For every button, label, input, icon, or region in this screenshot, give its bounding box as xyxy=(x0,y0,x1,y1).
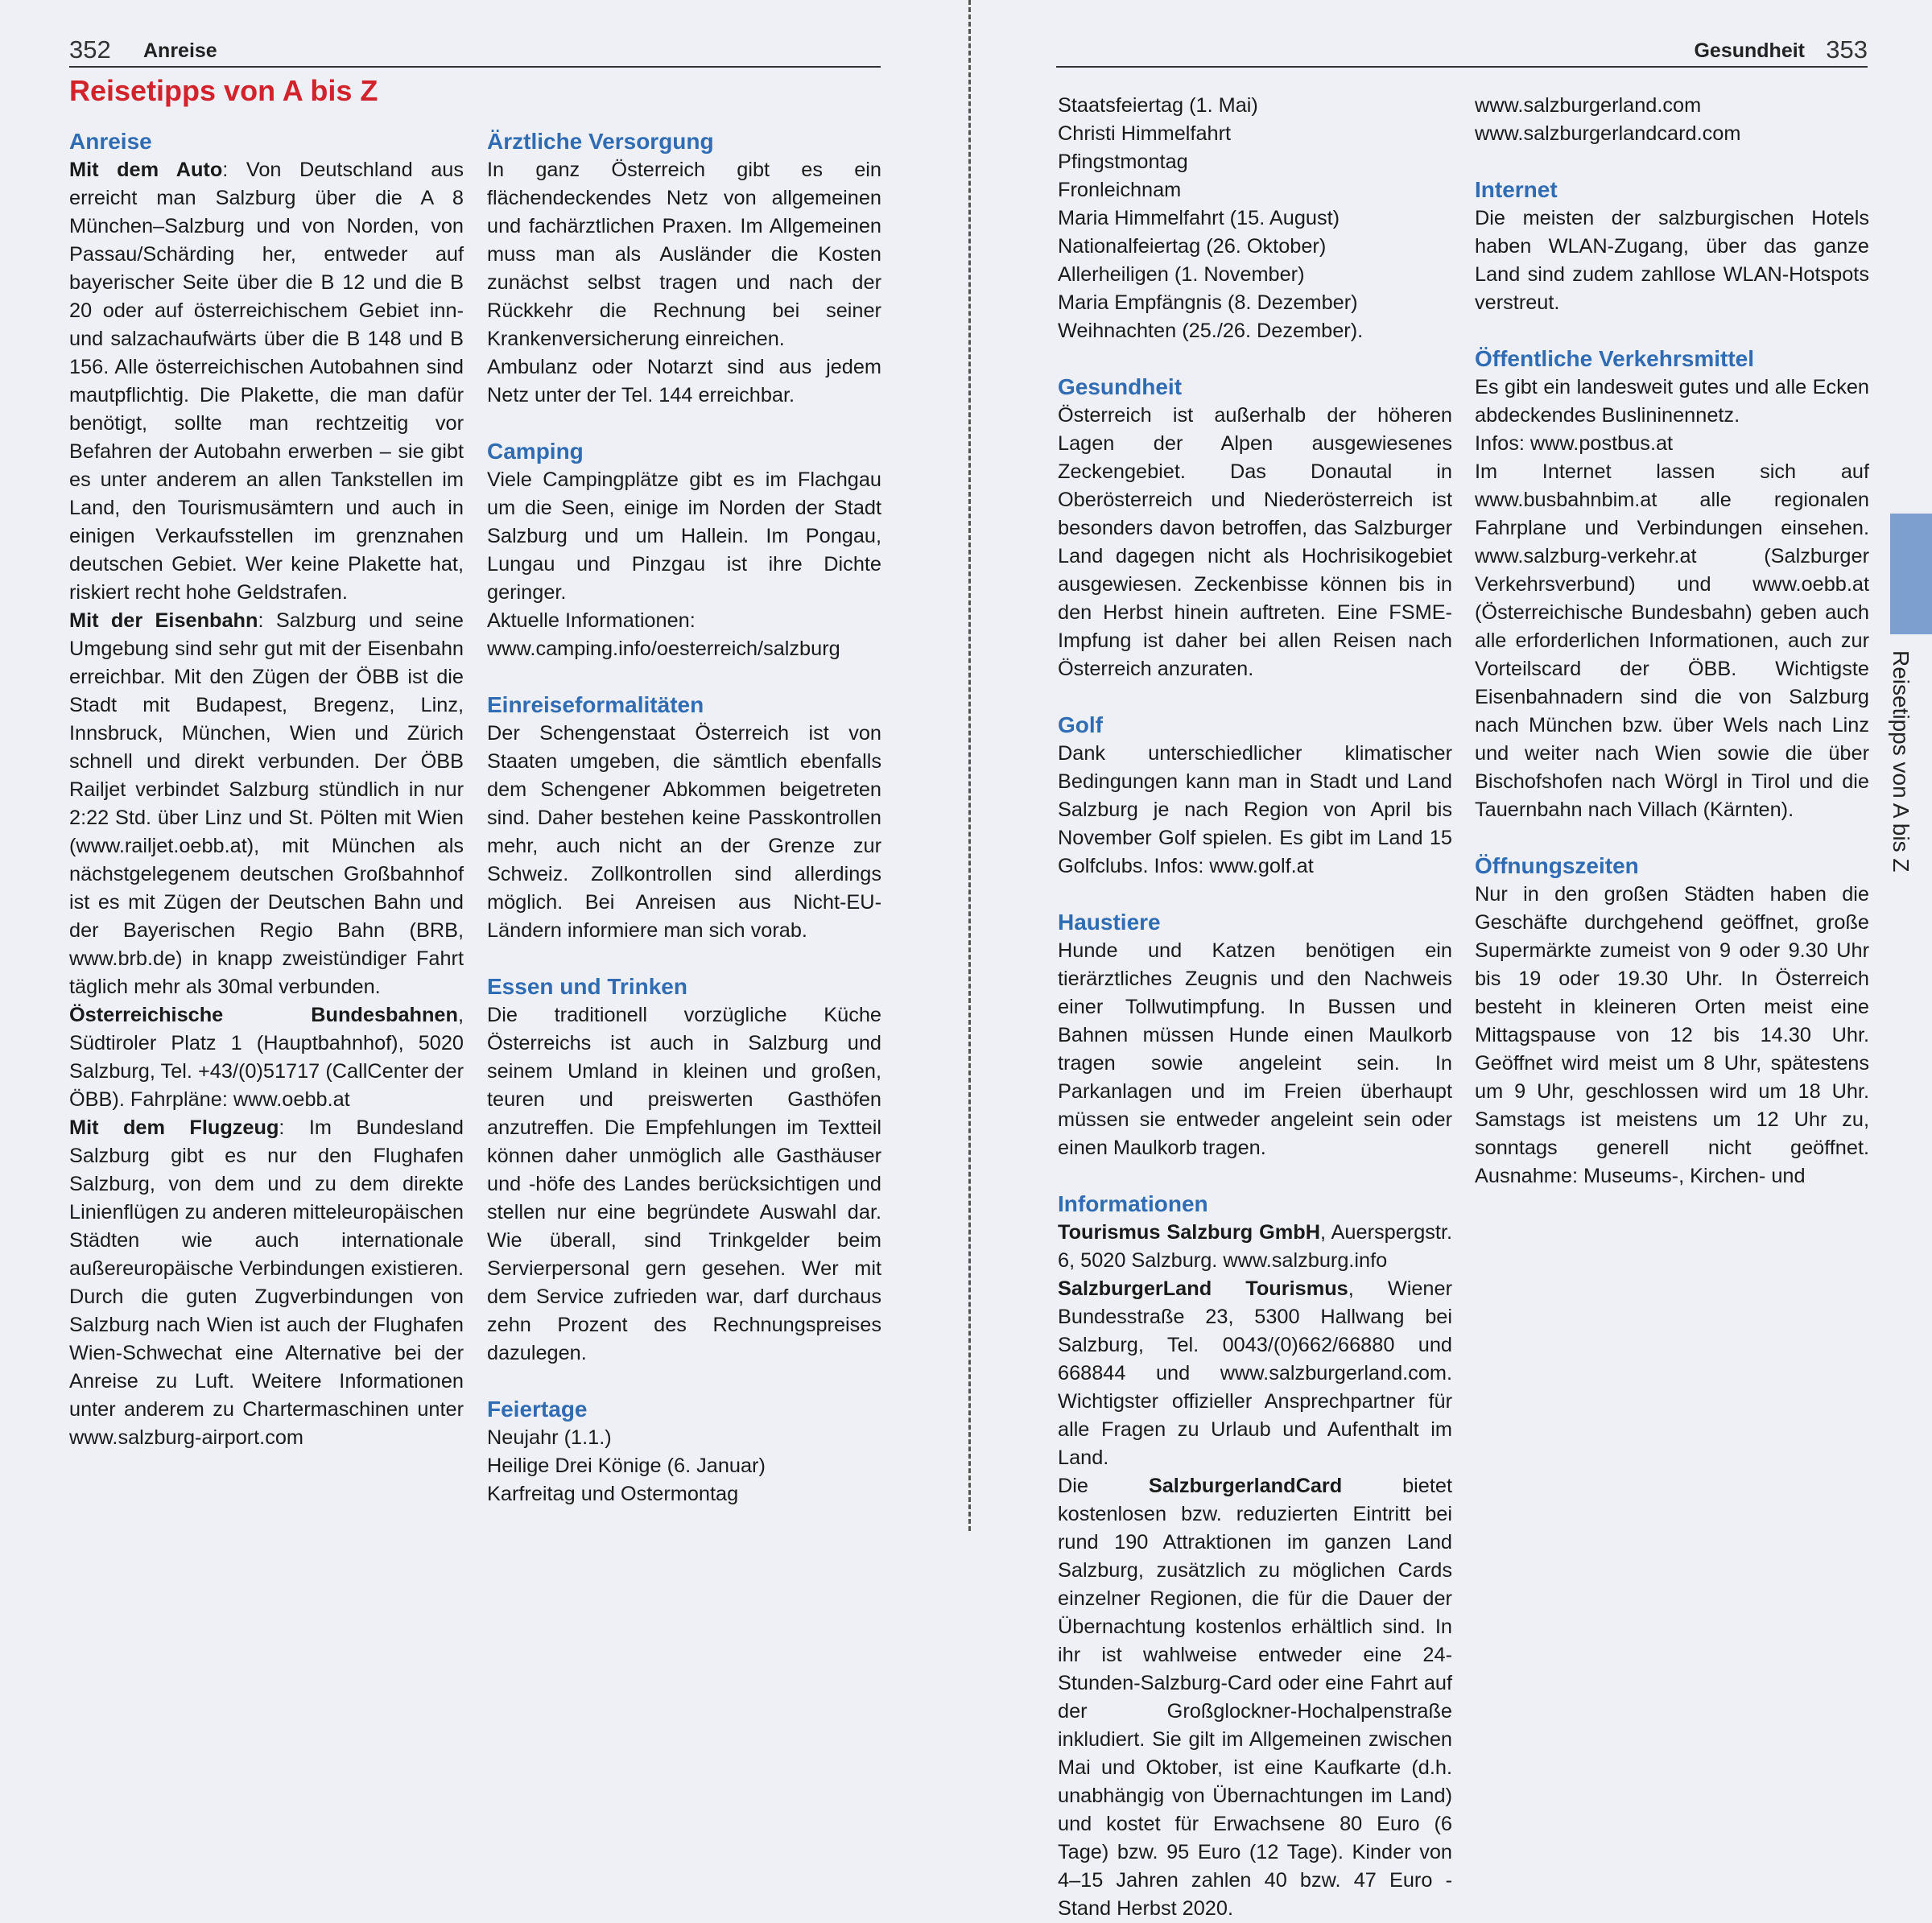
paragraph-auto xyxy=(69,156,464,607)
paragraph-text: , Wiener Bundesstraße 23, 5300 Hallwang bei Salzburg, Tel. 0043/(0)662/66880 und 668844 und www.salzburgerland.com. Wichtigster offizieller Ansprechpartner für alle Fragen zu Urlaub und Aufenthalt im Land. xyxy=(1058,1277,1452,1469)
paragraph-text: bietet kostenlosen bzw. reduzierten Eintritt bei rund 190 Attraktionen im ganzen Land Salzburg, zusätzlich zu möglichen Cards einzelner Regionen, die für die Dauer der Übernachtung kostenlos erhältlich sind. In ihr ist wahlweise entweder eine 24-Stunden-Salzburg-Card oder eine Fahrt auf der Großglockner-Hochalpenstraße inkludiert. Sie gilt im Allgemeinen zwischen Mai und Oktober, ist eine Kaufkarte (d.h. unabhängig von Übernachtungen im Land) und kostet für Erwachsene 80 Euro (6 Tage) bzw. 95 Euro (12 Tage). Kinder von 4–15 Jahren zahlen 40 bzw. 47 Euro - Stand Herbst 2020. xyxy=(1058,1475,1452,1920)
paragraph-flug xyxy=(69,1114,464,1452)
paragraph-text: : Salzburg und seine Umgebung sind sehr gut mit der Eisenbahn erreichbar. Mit den Zügen der ÖBB ist die Stadt mit Budapest, Bregenz, Linz, Innsbruck, München, Wien und Zürich schnell und direkt verbunden. Der ÖBB Railjet verbindet Salzburg stündlich in nur 2:22 Std. über Linz und St. Pölten mit Wien (www.railjet.oebb.at), mit München als nächstgelegenem deutschen Großbahnhof ist es mit Zügen der Deutschen Bahn und der Bayerischen Regio Bahn (BRB, www.brb.de) in knapp zweistündiger Fahrt täglich mehr als 30mal verbunden. xyxy=(69,609,464,998)
section-feiertage xyxy=(487,1395,881,1508)
paragraph-bahn xyxy=(69,607,464,1001)
lead-term: Mit dem Auto xyxy=(69,159,223,181)
section-gesundheit xyxy=(1058,373,1452,683)
section-einreiseformalitaeten xyxy=(487,691,881,945)
paragraph xyxy=(1058,1275,1452,1472)
paragraph: Dank unterschiedlicher klimatischer Bedingungen kann man in Stadt und Land Salzburg je nach Region von April bis November Golf spielen. Es gibt im Land 15 Golfclubs. Infos: www.golf.at xyxy=(1058,742,1452,877)
section-heading: Öffnungszeiten xyxy=(1475,853,1639,878)
section-heading: Öffentliche Verkehrsmittel xyxy=(1475,346,1755,371)
holiday-line: Nationalfeiertag (26. Oktober) xyxy=(1058,235,1327,258)
left-page xyxy=(0,0,966,1531)
lead-term: Österreichische Bundesbahnen xyxy=(69,1004,458,1026)
holiday-line: Pfingstmontag xyxy=(1058,151,1188,173)
paragraph-text: : Von Deutschland aus erreicht man Salzburg über die A 8 München–Salzburg und von Norden, von Passau/Schärding her, entweder auf bayerischer Seite über die B 12 und die B 20 oder auf österreichischem Gebiet inn- und salzachaufwärts über die B 148 und B 156. Alle österreichischen Autobahnen sind mautpflichtig. Die Plakette, die man dafür benötigt, sollte man rechtzeitig vor Befahren der Autobahn erwerben – sie gibt es unter anderem an allen Tankstellen im Land, den Tourismusämtern und auch in einigen Verkaufsstellen im grenznahen deutschen Gebiet. Wer keine Plakette hat, riskiert recht hohe Geldstrafen. xyxy=(69,159,464,604)
section-essen-und-trinken xyxy=(487,972,881,1368)
lead-term: Mit dem Flugzeug xyxy=(69,1116,279,1139)
page-number-left: 352 xyxy=(69,35,111,64)
section-heading: Einreiseformalitäten xyxy=(487,692,704,717)
paragraph: In ganz Österreich gibt es ein flächendeckendes Netz von allgemeinen und fachärztlichen Praxen. Im Allgemeinen muss man als Ausländer die Kosten zunächst selbst tragen und nach der Rückkehr die Rechnung bei seiner Krankenversicherung einreichen. xyxy=(487,159,881,350)
chapter-thumb-tab xyxy=(1890,514,1932,634)
running-header-right xyxy=(1056,35,1868,68)
url-line: www.salzburgerlandcard.com xyxy=(1475,122,1741,145)
paragraph: Infos: www.postbus.at xyxy=(1475,432,1674,455)
paragraph: Die meisten der salzburgischen Hotels haben WLAN-Zugang, über das ganze Land sind zudem zahllose WLAN-Hotspots verstreut. xyxy=(1475,207,1869,314)
holiday-line: Karfreitag und Ostermontag xyxy=(487,1483,739,1505)
section-anreise xyxy=(69,127,464,1452)
paragraph: Ambulanz oder Notarzt sind aus jedem Netz unter der Tel. 144 erreichbar. xyxy=(487,356,881,406)
section-heading: Essen und Trinken xyxy=(487,974,687,999)
paragraph xyxy=(1058,1219,1452,1275)
paragraph: Es gibt ein landesweit gutes und alle Ecken abdeckendes Buslininennetz. xyxy=(1475,376,1869,427)
section-heading: Camping xyxy=(487,439,584,464)
section-heading: Anreise xyxy=(69,129,152,154)
holiday-line: Maria Himmelfahrt (15. August) xyxy=(1058,207,1340,229)
side-chapter-label: Reisetipps von A bis Z xyxy=(1889,650,1913,873)
holiday-line: Christi Himmelfahrt xyxy=(1058,122,1232,145)
url-line: www.salzburgerland.com xyxy=(1475,94,1702,117)
lead-term: SalzburgerlandCard xyxy=(1148,1475,1343,1497)
paragraph: Österreich ist außerhalb der höheren Lagen der Alpen ausgewiesenes Zeckengebiet. Das Donautal in Oberösterreich und Niederösterreich ist besonders davon betroffen, das Salzburger Land dagegen nicht als Hochrisikogebiet ausgewiesen. Zeckenbisse können bis in den Herbst hinein auftreten. Eine FSME-Impfung ist daher bei allen Reisen nach Österreich anzuraten. xyxy=(1058,404,1452,680)
paragraph: Viele Campingplätze gibt es im Flachgau um die Seen, einige im Norden der Stadt Salzburg und um Hallein. Im Pongau, Lungau und Pinzgau ist ihre Dichte geringer. xyxy=(487,468,881,604)
paragraph: Aktuelle Informationen: xyxy=(487,609,696,632)
section-heading: Informationen xyxy=(1058,1191,1208,1216)
section-heading: Haustiere xyxy=(1058,910,1161,935)
section-heading: Ärztliche Versorgung xyxy=(487,129,714,154)
holiday-list xyxy=(487,1424,881,1508)
column-left-1 xyxy=(69,127,464,1452)
page-gutter-divider xyxy=(968,0,971,1531)
running-title-right: Gesundheit xyxy=(1694,39,1805,62)
paragraph: Die traditionell vorzügliche Küche Österreichs ist auch in Salzburg und seinem Umland in kleinen und großen, teuren und preiswerten Gasthöfen anzutreffen. Die Empfehlungen im Textteil können daher unmöglich alle Gasthäuser und -höfe des Landes berücksichtigen und stellen nur eine begründete Auswahl dar. Wie überall, sind Trinkgelder beim Servierpersonal gern gesehen. Wer mit dem Service zufrieden war, darf durchaus zehn Prozent des Rechnungspreises dazulegen. xyxy=(487,1004,881,1364)
section-internet xyxy=(1475,175,1869,317)
section-informationen xyxy=(1058,1190,1452,1923)
paragraph: Im Internet lassen sich auf www.busbahnbim.at alle regionalen Fahrplane und Verbindungen einsehen. www.salzburg-verkehr.at (Salzburger Verkehrsverbund) und www.oebb.at (Österreichische Bundesbahn) geben auch alle erforderlichen Informationen, auch zur Vorteilscard der ÖBB. Wichtigste Eisenbahnadern sind die von Salzburg nach München bzw. über Wels nach Linz und weiter nach Wien sowie die über Bischofshofen nach Wörgl in Tirol und die Tauernbahn nach Villach (Kärnten). xyxy=(1475,460,1869,821)
paragraph xyxy=(1058,1472,1452,1923)
section-heading: Gesundheit xyxy=(1058,374,1183,399)
holiday-line: Heilige Drei Könige (6. Januar) xyxy=(487,1455,766,1477)
lead-term: Mit der Eisenbahn xyxy=(69,609,258,632)
section-heading: Feiertage xyxy=(487,1397,588,1422)
paragraph: www.camping.info/oesterreich/salzburg xyxy=(487,638,840,660)
paragraph-text: : Im Bundesland Salzburg gibt es nur den Flughafen Salzburg, von dem und zu dem direkte Linienflügen zu anderen mitteleuropäischen Städten wie auch internationale außereuropäische Verbindungen existieren. Durch die guten Zugverbindungen von Salzburg nach Wien ist auch der Flughafen Wien-Schwechat eine Alternative bei der Anreise zu Luft. Weitere Informationen unter anderem zu Chartermaschinen unter www.salzburg-airport.com xyxy=(69,1116,464,1449)
section-informationen-continued xyxy=(1475,92,1869,148)
section-camping xyxy=(487,437,881,663)
section-heading: Internet xyxy=(1475,177,1558,202)
holiday-line: Allerheiligen (1. November) xyxy=(1058,263,1305,286)
section-feiertage-continued xyxy=(1058,92,1452,345)
running-header-left xyxy=(69,35,881,68)
page-number-right: 353 xyxy=(1826,35,1868,64)
paragraph-text: , Südtiroler Platz 1 (Hauptbahnhof), 5020 Salzburg, Tel. +43/(0)51717 (CallCenter der ÖBB). Fahrpläne: www.oebb.at xyxy=(69,1004,464,1111)
holiday-line: Staatsfeiertag (1. Mai) xyxy=(1058,94,1258,117)
section-oeffnungszeiten xyxy=(1475,852,1869,1191)
paragraph: Hunde und Katzen benötigen ein tierärztliches Zeugnis und den Nachweis einer Tollwutimpfung. In Bussen und Bahnen müssen Hunde einen Maulkorb tragen sowie angeleint sein. In Parkanlagen und im Freien überhaupt müssen sie entweder angeleint sein oder einen Maulkorb tragen. xyxy=(1058,939,1452,1159)
section-aerztliche-versorgung xyxy=(487,127,881,410)
section-golf xyxy=(1058,711,1452,881)
section-heading: Golf xyxy=(1058,712,1103,737)
section-haustiere xyxy=(1058,908,1452,1162)
paragraph-oebb xyxy=(69,1001,464,1114)
section-oeffentliche-verkehrsmittel xyxy=(1475,345,1869,824)
holiday-line: Weihnachten (25./26. Dezember). xyxy=(1058,320,1364,342)
lead-term: SalzburgerLand Tourismus xyxy=(1058,1277,1348,1300)
lead-term: Tourismus Salzburg GmbH xyxy=(1058,1221,1320,1244)
column-right-1 xyxy=(1058,92,1452,1923)
holiday-line: Neujahr (1.1.) xyxy=(487,1426,612,1449)
holiday-line: Fronleichnam xyxy=(1058,179,1182,201)
chapter-title: Reisetipps von A bis Z xyxy=(69,74,378,107)
paragraph: Nur in den großen Städten haben die Geschäfte durchgehend geöffnet, große Supermärkte zumeist von 9 oder 9.30 Uhr bis 19 oder 19.30 Uhr. In Österreich besteht in kleineren Orten meist eine Mittagspause von 12 bis 14.30 Uhr. Geöffnet wird meist um 8 Uhr, spätestens um 9 Uhr, geschlossen wird um 18 Uhr. Samstags ist meistens um 12 Uhr zu, sonntags generell nicht geöffnet. Ausnahme: Museums-, Kirchen- und xyxy=(1475,883,1869,1187)
column-right-2 xyxy=(1475,92,1869,1191)
column-left-2 xyxy=(487,127,881,1508)
paragraph-text: , Auerspergstr. 6, 5020 Salzburg. www.salzburg.info xyxy=(1058,1221,1453,1272)
paragraph-text: Die xyxy=(1058,1475,1149,1497)
holiday-list xyxy=(1058,92,1452,345)
paragraph: Der Schengenstaat Österreich ist von Staaten umgeben, die sämtlich ebenfalls dem Schengener Abkommen beigetreten sind. Daher bestehen keine Passkontrollen mehr, auch nicht an der Grenze zur Schweiz. Zollkontrollen sind allerdings möglich. Bei Anreisen aus Nicht-EU-Ländern informiere man sich vorab. xyxy=(487,722,881,942)
running-title-left: Anreise xyxy=(143,39,217,62)
holiday-line: Maria Empfängnis (8. Dezember) xyxy=(1058,291,1358,314)
